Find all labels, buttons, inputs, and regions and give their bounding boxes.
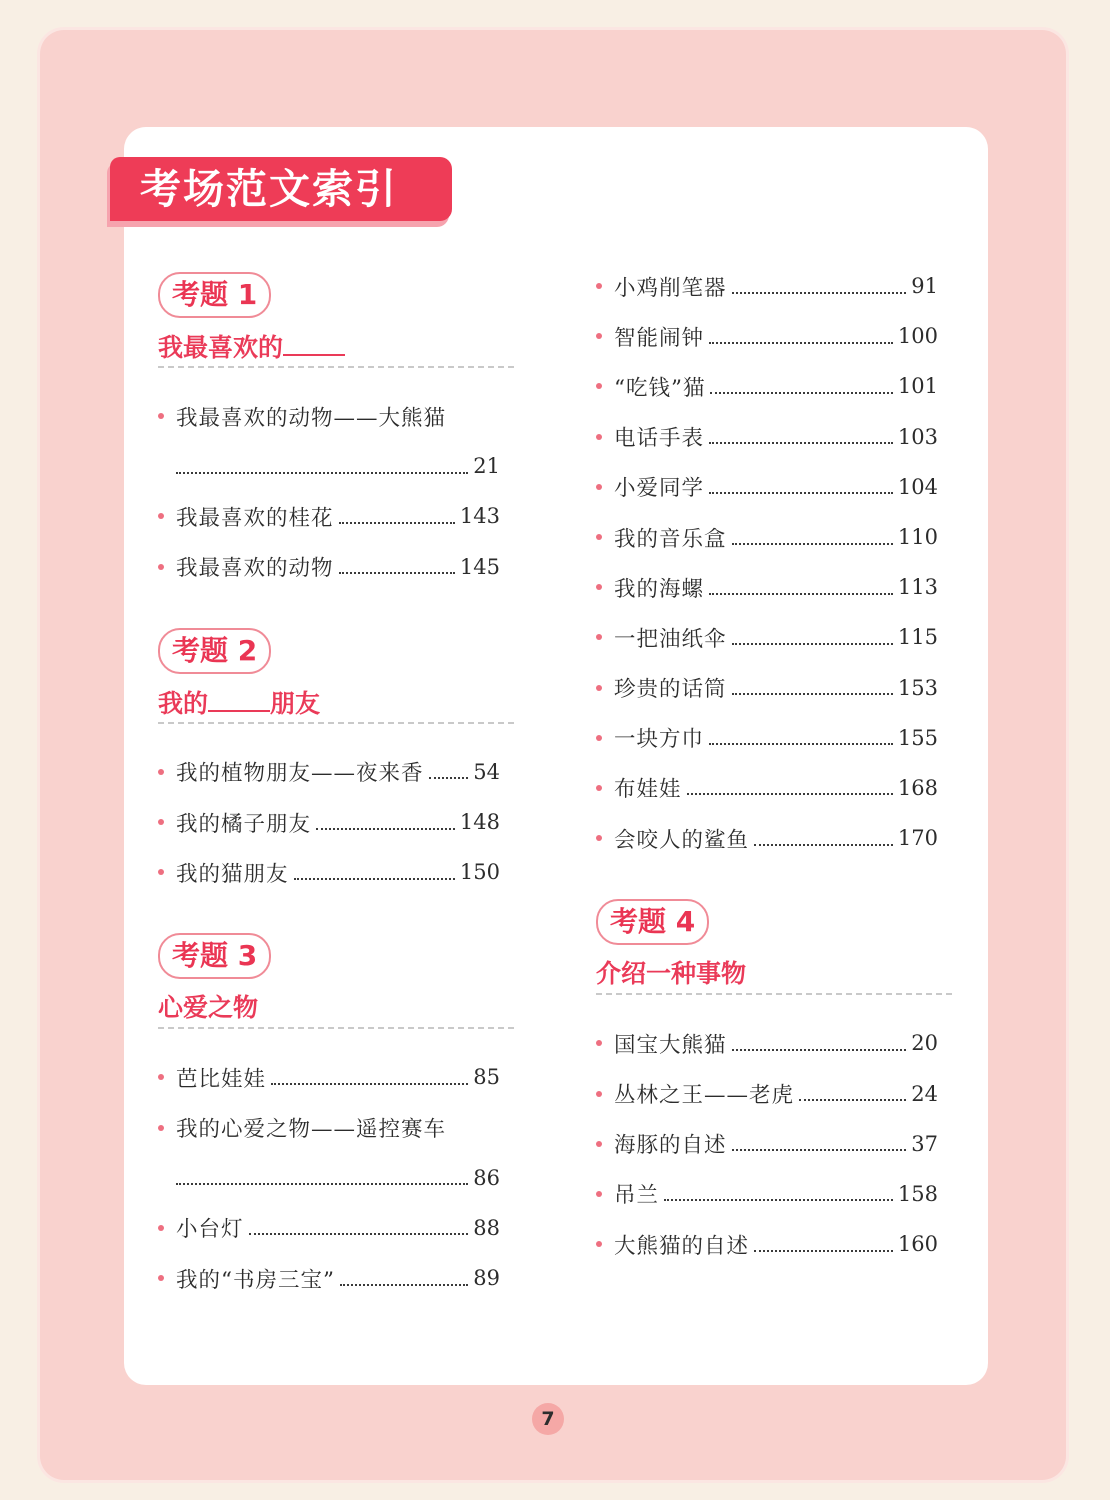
dot-leader [294, 877, 455, 880]
topic-badge: 考题 4 [596, 899, 709, 945]
topic-badge: 考题 3 [158, 933, 271, 979]
topic-badge: 考题 1 [158, 272, 271, 318]
bullet-dot [158, 513, 164, 519]
entry-list [158, 1052, 514, 1303]
list-item[interactable]: 大熊猫的自述 160 [596, 1219, 938, 1269]
list-item[interactable]: 丛林之王——老虎 24 [596, 1068, 938, 1118]
topic-subtitle: 心爱之物 [158, 989, 514, 1029]
bullet-dot [158, 769, 164, 775]
bullet-dot [158, 1074, 164, 1080]
page-title: 考场范文索引 [140, 165, 398, 213]
bullet-dot [596, 835, 602, 841]
list-item[interactable]: 我的“书房三宝” 89 [158, 1253, 500, 1303]
dot-leader [732, 1048, 907, 1051]
list-item[interactable]: 我的心爱之物——遥控赛车 [158, 1103, 500, 1153]
bullet-dot [158, 1225, 164, 1231]
bullet-dot [596, 634, 602, 640]
list-item[interactable]: 我的音乐盒 110 [596, 512, 938, 562]
bullet-dot [596, 685, 602, 691]
fill-blank [283, 328, 345, 356]
list-item-continuation[interactable]: 21 [158, 441, 500, 491]
bullet-dot [158, 869, 164, 875]
list-item[interactable]: 一把油纸伞 115 [596, 612, 938, 662]
dot-leader [732, 542, 893, 545]
bullet-dot [596, 584, 602, 590]
list-item[interactable]: 珍贵的话筒 153 [596, 663, 938, 713]
bullet-dot [596, 1091, 602, 1097]
section-topic-1 [158, 272, 514, 592]
list-item[interactable]: 我的海螺 113 [596, 562, 938, 612]
dot-leader [732, 692, 893, 695]
bullet-dot [596, 484, 602, 490]
right-column [596, 261, 952, 1269]
list-item[interactable]: 国宝大熊猫 20 [596, 1018, 938, 1068]
bullet-dot [596, 1191, 602, 1197]
topic-subtitle: 介绍一种事物 [596, 955, 952, 995]
list-item[interactable]: 一块方巾 155 [596, 713, 938, 763]
section-topic-3 [158, 933, 514, 1303]
bullet-dot [158, 564, 164, 570]
bullet-dot [596, 1141, 602, 1147]
bullet-dot [158, 1125, 164, 1131]
topic-badge: 考题 2 [158, 628, 271, 674]
section-topic-2 [158, 628, 514, 898]
list-item[interactable]: 布娃娃 168 [596, 763, 938, 813]
title-banner [110, 157, 452, 221]
dot-leader [687, 792, 893, 795]
dot-leader [709, 341, 893, 344]
entry-list [596, 261, 952, 863]
dot-leader [709, 742, 893, 745]
list-item[interactable]: 我最喜欢的动物 145 [158, 542, 500, 592]
list-item[interactable]: 小爱同学 104 [596, 462, 938, 512]
dot-leader [754, 843, 893, 846]
list-item[interactable]: 电话手表 103 [596, 412, 938, 462]
dot-leader [664, 1198, 893, 1201]
entry-list [596, 1018, 952, 1269]
bullet-dot [596, 434, 602, 440]
topic-subtitle: 我最喜欢的 [158, 328, 514, 368]
section-topic-4 [596, 899, 952, 1269]
dot-leader [732, 642, 893, 645]
bullet-dot [596, 333, 602, 339]
dot-leader [799, 1098, 906, 1101]
entry-list [158, 747, 514, 898]
list-item[interactable]: 我的植物朋友——夜来香 54 [158, 747, 500, 797]
bullet-dot [596, 283, 602, 289]
bullet-dot [158, 819, 164, 825]
bullet-dot [596, 1241, 602, 1247]
dot-leader [709, 441, 893, 444]
dot-leader [709, 592, 893, 595]
dot-leader [429, 776, 469, 779]
dot-leader [732, 291, 907, 294]
list-item[interactable]: 小鸡削笔器 91 [596, 261, 938, 311]
fill-blank [208, 684, 270, 712]
list-item[interactable]: 我最喜欢的桂花 143 [158, 491, 500, 541]
entry-list [158, 391, 514, 592]
bullet-dot [158, 413, 164, 419]
topic-subtitle: 我的 朋友 [158, 684, 514, 724]
dot-leader [249, 1232, 469, 1235]
dot-leader [176, 1182, 468, 1185]
list-item[interactable]: 海豚的自述 37 [596, 1119, 938, 1169]
bullet-dot [596, 785, 602, 791]
dot-leader [316, 827, 455, 830]
bullet-dot [596, 534, 602, 540]
bullet-dot [596, 383, 602, 389]
list-item[interactable]: 我最喜欢的动物——大熊猫 [158, 391, 500, 441]
list-item[interactable]: 我的橘子朋友 148 [158, 797, 500, 847]
bullet-dot [158, 1275, 164, 1281]
dot-leader [732, 1148, 907, 1151]
list-item[interactable]: 芭比娃娃 85 [158, 1052, 500, 1102]
dot-leader [710, 391, 892, 394]
dot-leader [339, 521, 455, 524]
dot-leader [339, 571, 455, 574]
list-item[interactable]: 会咬人的鲨鱼 170 [596, 813, 938, 863]
list-item[interactable]: 吊兰 158 [596, 1169, 938, 1219]
bullet-dot [596, 735, 602, 741]
list-item[interactable]: 小台灯 88 [158, 1203, 500, 1253]
dot-leader [176, 471, 468, 474]
list-item[interactable]: “吃钱”猫 101 [596, 361, 938, 411]
list-item[interactable]: 我的猫朋友 150 [158, 847, 500, 897]
list-item[interactable]: 智能闹钟 100 [596, 311, 938, 361]
bullet-dot [596, 1040, 602, 1046]
dot-leader [271, 1082, 468, 1085]
left-column [158, 272, 514, 1303]
dot-leader [340, 1283, 468, 1286]
list-item-continuation[interactable]: 86 [158, 1153, 500, 1203]
dot-leader [709, 491, 893, 494]
dot-leader [754, 1249, 893, 1252]
page-number: 7 [532, 1403, 564, 1435]
